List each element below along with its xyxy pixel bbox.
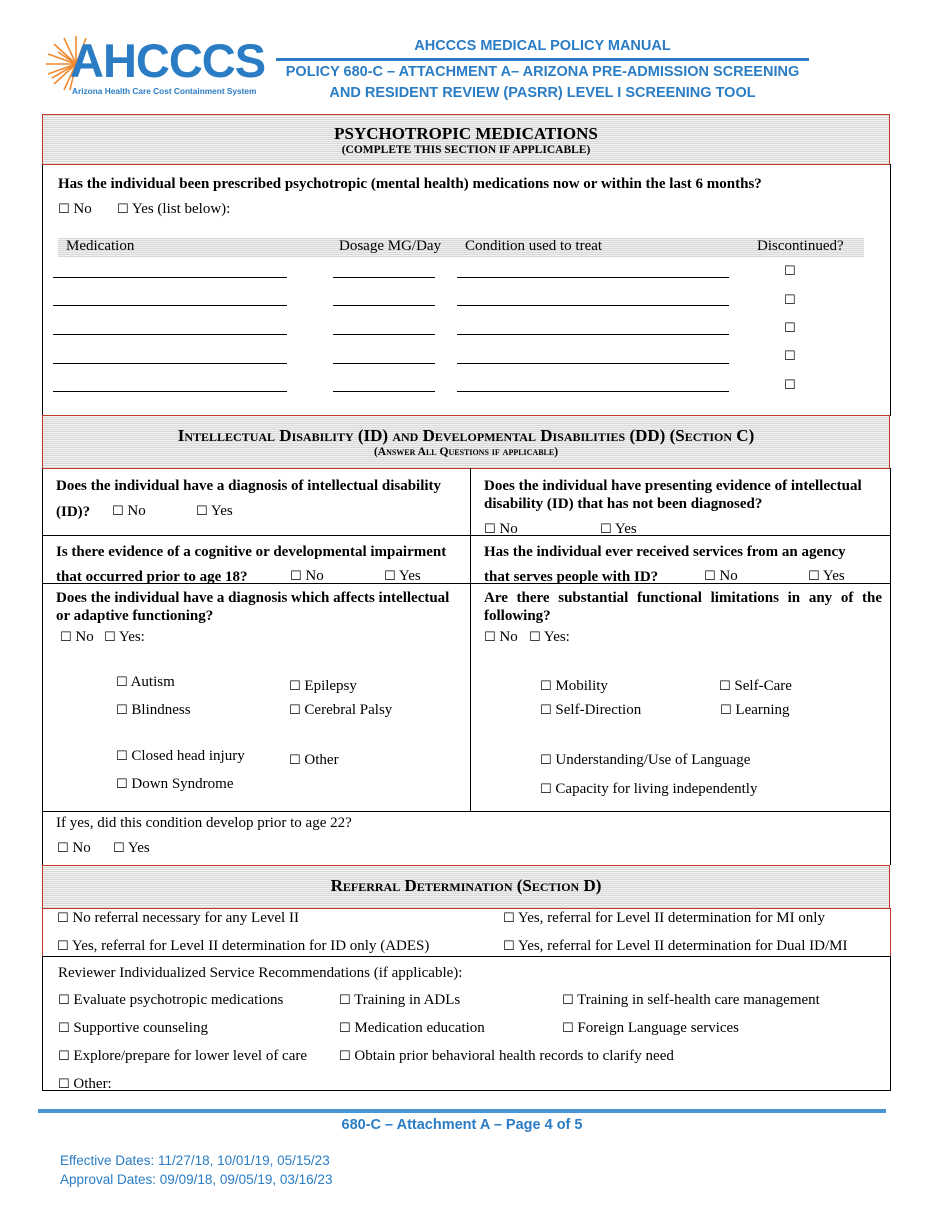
red-border [42,908,43,956]
option-label: Medication education [354,1020,485,1036]
condition-line[interactable] [457,363,729,364]
q4-no-option[interactable] [704,568,738,585]
option-label: Evaluate psychotropic medications [73,992,284,1008]
checkbox-icon[interactable]: ☐ [196,504,208,519]
discontinued-checkbox[interactable]: ☐ [784,293,796,308]
checkbox-icon[interactable]: ☐ [58,1021,70,1036]
limitation-self-care[interactable] [719,678,792,695]
logo-text: AHCCCS [70,34,266,87]
rec-training-adls[interactable] [339,992,460,1009]
dosage-line[interactable] [333,363,435,364]
question-id-diagnosis-end: (ID)? [56,504,91,520]
checkbox-icon[interactable]: ☐ [58,202,70,217]
rec-other[interactable] [58,1076,112,1090]
option-label: Yes, referral for Level II determination for Dual ID/MI [517,938,848,954]
option-label: No [72,840,91,856]
checkbox-icon[interactable]: ☐ [808,569,820,584]
referral-id-only[interactable] [57,938,429,955]
form-border-right [890,468,891,865]
header-rule [276,58,809,61]
checkbox-icon[interactable]: ☐ [484,630,496,645]
option-label: Capacity for living independently [555,781,758,797]
policy-title-line2: AND RESIDENT REVIEW (PASRR) LEVEL I SCREENING TOOL [329,85,756,101]
checkbox-icon[interactable]: ☐ [57,911,69,926]
form-border-bottom [42,1090,891,1091]
option-label: Mobility [555,678,608,694]
form-border-right [890,164,891,416]
option-label: Learning [735,702,790,718]
psychotropic-banner [42,114,890,165]
discontinued-checkbox[interactable]: ☐ [784,264,796,279]
policy-title-line1: POLICY 680-C – ATTACHMENT A– ARIZONA PRE-ADMISSION SCREENING [285,64,800,80]
medication-line[interactable] [53,334,287,335]
row-divider [42,956,890,957]
option-label: Supportive counseling [73,1020,208,1036]
limitation-mobility[interactable] [540,678,608,695]
psych-no-option[interactable] [58,201,92,218]
option-label: Yes [127,840,150,856]
option-label: Yes [822,568,845,584]
option-label: Obtain prior behavioral health records to clarify need [354,1048,674,1064]
question-prior-age-22: If yes, did this condition develop prior to age 22? [56,815,352,831]
medication-line[interactable] [53,305,287,306]
option-label: Blindness [131,702,191,718]
checkbox-icon[interactable]: ☐ [704,569,716,584]
condition-line[interactable] [457,334,729,335]
column-divider [470,468,471,812]
q6-no-option[interactable] [484,629,518,646]
recommendations-label: Reviewer Individualized Service Recommendations (if applicable): [58,965,463,981]
checkbox-icon[interactable]: ☐ [503,939,515,954]
question-functional-limitations: Are there substantial functional limitations in any of the following? [484,590,882,624]
diagnosis-cerebral-palsy[interactable] [289,702,392,719]
limitation-language[interactable] [540,752,750,769]
question-agency-services-line2: that serves people with ID? [484,569,659,585]
option-label: No [499,629,518,645]
option-label: Yes [398,568,421,584]
rec-foreign-language[interactable] [562,1020,739,1037]
checkbox-icon[interactable]: ☐ [289,703,301,718]
condition-line[interactable] [457,305,729,306]
condition-line[interactable] [457,277,729,278]
checkbox-icon[interactable]: ☐ [58,1049,70,1064]
option-label: Yes, referral for Level II determination for ID only (ADES) [71,938,430,954]
ahcccs-logo [46,30,271,100]
manual-title: AHCCCS MEDICAL POLICY MANUAL [414,38,671,54]
q1-yes-option[interactable] [196,503,233,520]
option-label: Cerebral Palsy [304,702,393,718]
diagnosis-autism[interactable] [116,674,175,691]
rec-explore-lower-care[interactable] [58,1048,307,1065]
option-label: Yes, referral for Level II determination for MI only [517,910,825,926]
option-label: Down Syndrome [131,776,234,792]
col-discontinued: Discontinued? [757,238,844,254]
limitation-self-direction[interactable] [540,702,641,719]
checkbox-icon[interactable]: ☐ [484,522,496,537]
checkbox-icon[interactable]: ☐ [719,679,731,694]
medication-line[interactable] [53,391,287,392]
logo-subtitle: Arizona Health Care Cost Containment System [72,86,257,96]
approval-dates: Approval Dates: 09/09/18, 09/05/19, 03/16/23 [60,1172,333,1187]
checkbox-icon[interactable]: ☐ [116,749,128,764]
row-divider [42,811,890,812]
dosage-line[interactable] [333,277,435,278]
question-impairment: Is there evidence of a cognitive or developmental impairment [56,544,447,560]
option-label: Other [304,752,339,768]
medication-line[interactable] [53,277,287,278]
section-title: Intellectual Disability (ID) and Developmental Disabilities (DD) (Section C) [177,426,755,445]
option-label: Foreign Language services [577,1020,740,1036]
checkbox-icon[interactable]: ☐ [60,630,72,645]
diagnosis-closed-head-injury[interactable] [116,748,245,765]
limitation-independent-living[interactable] [540,781,757,798]
referral-dual[interactable] [503,938,847,955]
checkbox-icon[interactable]: ☐ [540,782,552,797]
q3-yes-option[interactable] [384,568,421,585]
option-label: Epilepsy [304,678,357,694]
q5-yes-option[interactable] [104,629,145,646]
medication-table-header [58,238,864,257]
rec-prior-records[interactable] [339,1048,674,1065]
diagnosis-other[interactable] [289,752,339,769]
checkbox-icon[interactable]: ☐ [289,679,301,694]
question-impairment-line2: that occurred prior to age 18? [56,569,248,585]
option-label: Closed head injury [131,748,245,764]
option-label: No [305,568,324,584]
referral-none[interactable] [57,910,299,927]
q3-no-option[interactable] [290,568,324,585]
q7-no-option[interactable] [57,840,91,857]
footer-rule [38,1109,886,1113]
form-border-left [42,468,43,865]
option-label: Explore/prepare for lower level of care [73,1048,308,1064]
checkbox-icon[interactable]: ☐ [116,777,128,792]
checkbox-icon[interactable]: ☐ [116,675,128,690]
checkbox-icon[interactable]: ☐ [339,1049,351,1064]
question-id-diagnosis: Does the individual have a diagnosis of intellectual disability [56,478,442,494]
rec-medication-education[interactable] [339,1020,485,1037]
rec-supportive-counseling[interactable] [58,1020,208,1037]
psychotropic-question: Has the individual been prescribed psychotropic (mental health) medications now or within the last 6 months? [58,176,762,192]
section-subtitle: (Answer All Questions if applicable) [373,446,559,458]
diagnosis-epilepsy[interactable] [289,678,357,695]
checkbox-icon[interactable]: ☐ [290,569,302,584]
checkbox-icon[interactable]: ☐ [540,703,552,718]
diagnosis-down-syndrome[interactable] [116,776,233,793]
option-label: Autism [130,674,175,690]
page-number: 680-C – Attachment A – Page 4 of 5 [341,1117,583,1133]
q2-no-option[interactable] [484,521,518,538]
option-label: No [75,629,94,645]
checkbox-icon[interactable]: ☐ [600,522,612,537]
checkbox-icon[interactable]: ☐ [116,703,128,718]
q2-yes-option[interactable] [600,521,637,538]
col-dosage: Dosage MG/Day [339,238,442,254]
checkbox-icon[interactable]: ☐ [57,939,69,954]
option-label: Yes [210,503,233,519]
option-label: Other: [73,1076,112,1090]
dosage-line[interactable] [333,334,435,335]
checkbox-icon[interactable]: ☐ [562,1021,574,1036]
q5-no-option[interactable] [60,629,94,646]
effective-dates: Effective Dates: 11/27/18, 10/01/19, 05/15/23 [60,1153,330,1168]
psych-yes-option[interactable] [117,201,230,218]
option-label: Yes [614,521,637,537]
medication-line[interactable] [53,363,287,364]
question-diagnosis-functioning: Does the individual have a diagnosis which affects intellectual or adaptive functioning? [56,590,450,624]
option-label: Self-Direction [555,702,642,718]
discontinued-checkbox[interactable]: ☐ [784,349,796,364]
checkbox-icon[interactable]: ☐ [112,504,124,519]
q6-yes-option[interactable] [529,629,570,646]
option-label: No [499,521,518,537]
col-medication: Medication [66,238,135,254]
option-label: Yes: [543,629,570,645]
option-label: Training in ADLs [354,992,461,1008]
option-label: No [73,201,92,217]
checkbox-icon[interactable]: ☐ [339,1021,351,1036]
option-label: Self-Care [734,678,792,694]
red-border [890,908,891,956]
option-label: Yes (list below): [131,201,231,217]
option-label: Training in self-health care management [577,992,820,1008]
col-condition: Condition used to treat [465,238,603,254]
option-label: Understanding/Use of Language [555,752,751,768]
section-title: PSYCHOTROPIC MEDICATIONS [334,124,598,143]
option-label: No [127,503,146,519]
dosage-line[interactable] [333,391,435,392]
section-subtitle: (COMPLETE THIS SECTION IF APPLICABLE) [341,144,591,156]
checkbox-icon[interactable]: ☐ [113,841,125,856]
q4-yes-option[interactable] [808,568,845,585]
checkbox-icon[interactable]: ☐ [540,753,552,768]
section-c-banner [42,415,890,469]
checkbox-icon[interactable]: ☐ [117,202,129,217]
discontinued-checkbox[interactable]: ☐ [784,321,796,336]
q7-yes-option[interactable] [113,840,150,857]
checkbox-icon[interactable]: ☐ [289,753,301,768]
question-agency-services: Has the individual ever received services from an agency [484,544,846,560]
section-title: Referral Determination (Section D) [330,876,602,895]
checkbox-icon[interactable]: ☐ [562,993,574,1008]
limitation-learning[interactable] [720,702,790,719]
question-id-evidence: Does the individual have presenting evidence of intellectual disability (ID) that has not been diagnosed? [484,478,862,512]
row-divider [42,535,890,536]
checkbox-icon[interactable]: ☐ [58,993,70,1008]
checkbox-icon[interactable]: ☐ [339,993,351,1008]
option-label: Yes: [118,629,145,645]
rec-self-health[interactable] [562,992,820,1009]
option-label: No [719,568,738,584]
checkbox-icon[interactable]: ☐ [58,1077,70,1090]
checkbox-icon[interactable]: ☐ [503,911,515,926]
section-d-banner [42,865,890,909]
rec-evaluate-psychotropic[interactable] [58,992,283,1009]
checkbox-icon[interactable]: ☐ [540,679,552,694]
discontinued-checkbox[interactable]: ☐ [784,378,796,393]
checkbox-icon[interactable]: ☐ [104,630,116,645]
referral-mi-only[interactable] [503,910,825,927]
dosage-line[interactable] [333,305,435,306]
checkbox-icon[interactable]: ☐ [57,841,69,856]
option-label: No referral necessary for any Level II [72,910,299,926]
checkbox-icon[interactable]: ☐ [384,569,396,584]
checkbox-icon[interactable]: ☐ [529,630,541,645]
q1-no-option[interactable] [112,503,146,520]
checkbox-icon[interactable]: ☐ [720,703,732,718]
diagnosis-blindness[interactable] [116,702,191,719]
condition-line[interactable] [457,391,729,392]
form-border-left [42,164,43,416]
